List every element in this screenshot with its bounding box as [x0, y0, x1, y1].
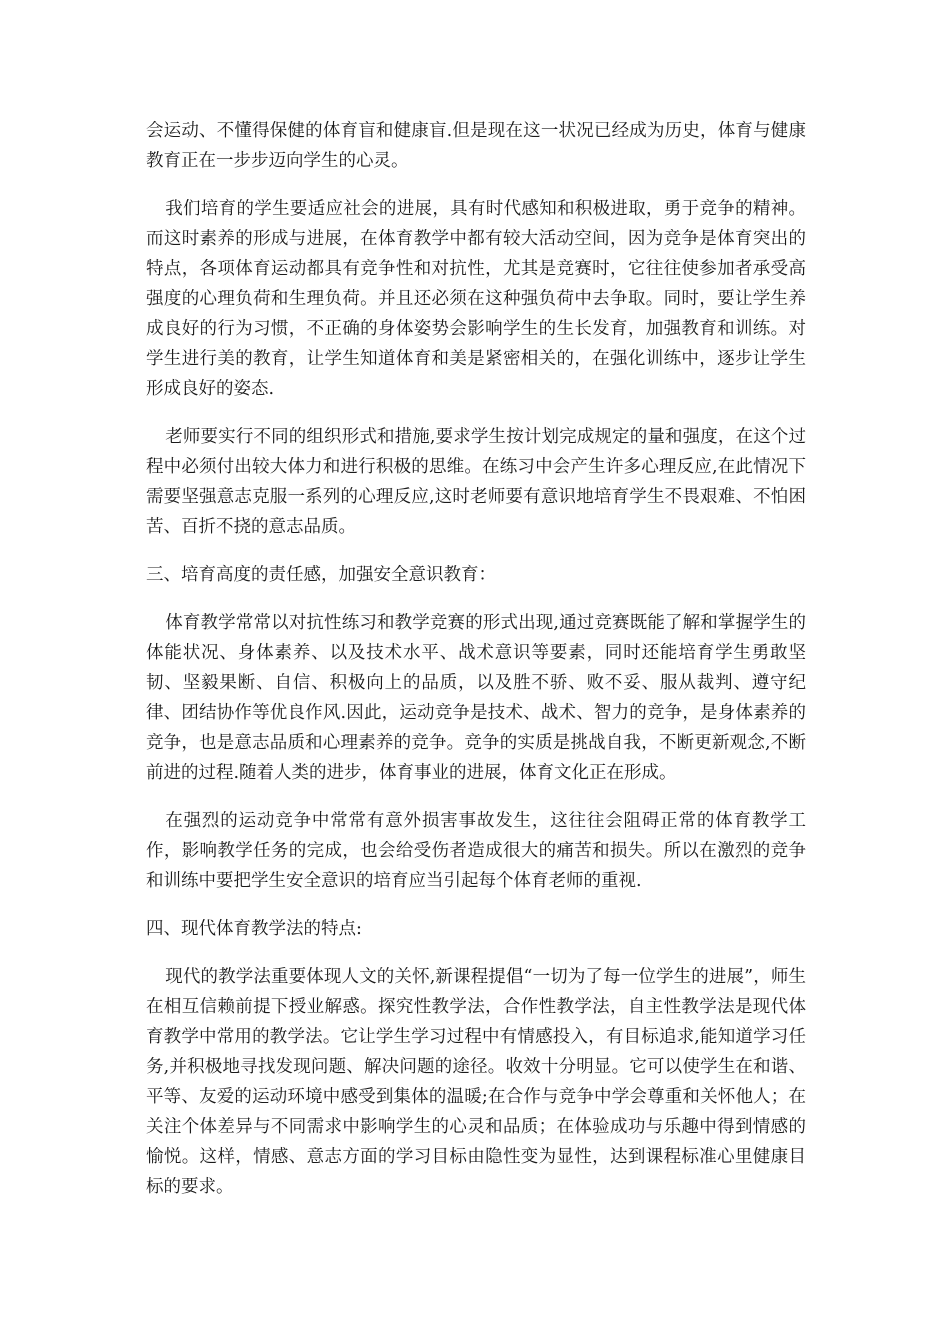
section-heading-3: 三、培育高度的责任感，加强安全意识教育：	[146, 565, 496, 585]
paragraph-2: 我们培育的学生要适应社会的进展，具有时代感知和积极进取，勇于竞争的精神。而这时素养的形成与进展，在体育教学中都有较大活动空间，因为竞争是体育突出的特点，各项体育运动都具有竞争性和对抗性，尤其是竞赛时，它往往使参加者承受高强度的心理负荷和生理负荷。并且还必须在这种强负荷中去争取。同时，要让学生养成良好的行为习惯，不正确的身体姿势会影响学生的生长发育，加强教育和训练。对学生进行美的教育，让学生知道体育和美是紧密相关的，在强化训练中，逐步让学生形成良好的姿态.	[146, 199, 806, 399]
paragraph-1: 会运动、不懂得保健的体育盲和健康盲.但是现在这一状况已经成为历史，体育与健康教育正在一步步迈向学生的心灵。	[146, 121, 806, 171]
paragraph-5: 在强烈的运动竞争中常常有意外损害事故发生，这往往会阻碍正常的体育教学工作，影响教学任务的完成，也会给受伤者造成很大的痛苦和损失。所以在激烈的竞争和训练中要把学生安全意识的培育应当引起每个体育老师的重视.	[146, 811, 806, 891]
paragraph-3: 老师要实行不同的组织形式和措施,要求学生按计划完成规定的量和强度，在这个过程中必须付出较大体力和进行积极的思维。在练习中会产生许多心理反应,在此情况下需要坚强意志克服一系列的心理反应,这时老师要有意识地培育学生不畏艰难、不怕困苦、百折不挠的意志品质。	[146, 427, 806, 537]
paragraph-6: 现代的教学法重要体现人文的关怀,新课程提倡“一切为了每一位学生的进展”，师生在相互信赖前提下授业解惑。探究性教学法，合作性教学法，自主性教学法是现代体育教学中常用的教学法。它让学生学习过程中有情感投入，有目标追求,能知道学习任务,并积极地寻找发现问题、解决问题的途径。收效十分明显。它可以使学生在和谐、平等、友爱的运动环境中感受到集体的温暖;在合作与竞争中学会尊重和关怀他人；在关注个体差异与不同需求中影响学生的心灵和品质；在体验成功与乐趣中得到情感的愉悦。这样，情感、意志方面的学习目标由隐性变为显性，达到课程标准心里健康目标的要求。	[146, 967, 806, 1197]
section-heading-4: 四、现代体育教学法的特点:	[146, 919, 362, 939]
document-body	[146, 116, 806, 1220]
paragraph-4: 体育教学常常以对抗性练习和教学竞赛的形式出现,通过竞赛既能了解和掌握学生的体能状况、身体素养、以及技术水平、战术意识等要素，同时还能培育学生勇敢坚韧、坚毅果断、自信、积极向上的品质，以及胜不骄、败不妥、服从裁判、遵守纪律、团结协作等优良作风.因此，运动竞争是技术、战术、智力的竞争，是身体素养的竞争，也是意志品质和心理素养的竞争。竞争的实质是挑战自我，不断更新观念,不断前进的过程.随着人类的进步，体育事业的进展，体育文化正在形成。	[146, 613, 806, 783]
